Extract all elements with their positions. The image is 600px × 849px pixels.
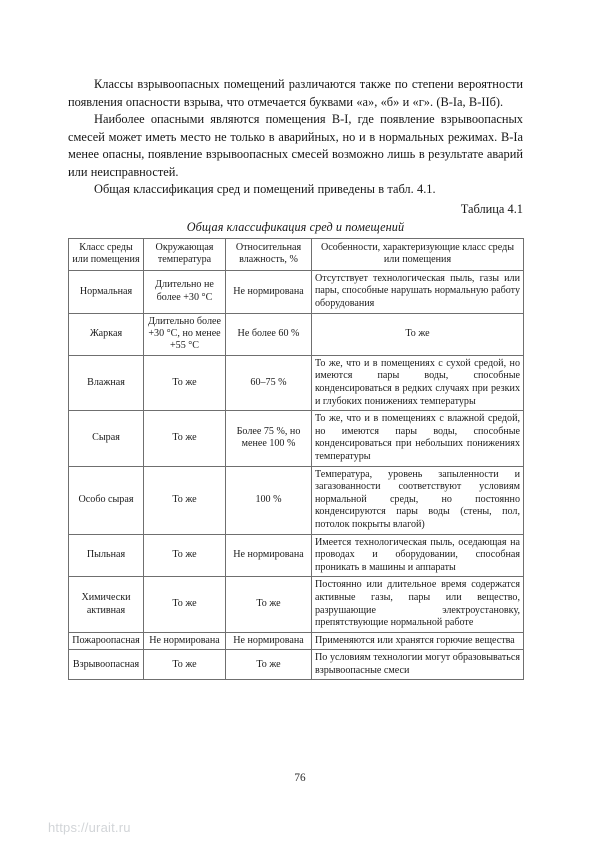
cell-humidity: 100 % [226, 466, 312, 534]
cell-temperature: То же [144, 466, 226, 534]
page-content [68, 76, 523, 680]
cell-temperature: Длительно более +30 °С, но менее +55 °С [144, 313, 226, 355]
cell-description: То же [312, 313, 524, 355]
cell-temperature: То же [144, 534, 226, 577]
cell-humidity: То же [226, 650, 312, 680]
cell-temperature: То же [144, 355, 226, 410]
watermark-url: https://urait.ru [48, 820, 131, 835]
table-caption: Общая классификация сред и помещений [186, 220, 405, 234]
page-number: 76 [294, 772, 306, 784]
cell-temperature: То же [144, 411, 226, 466]
table-row [69, 466, 524, 534]
cell-temperature: То же [144, 650, 226, 680]
cell-description: То же, что и в помещениях с влажной средой, но имеются пары воды, способные конденсироваться при небольших понижениях температуры [312, 411, 524, 466]
cell-humidity: То же [226, 577, 312, 632]
cell-class: Взрывоопасная [69, 650, 144, 680]
table-row [69, 355, 524, 410]
cell-description: То же, что и в помещениях с сухой средой, но имеются пары воды, способные конденсироваться в редких случаях при резких и глубоких понижениях температуры [312, 355, 524, 410]
classification-table [68, 238, 524, 680]
cell-humidity: Не нормирована [226, 534, 312, 577]
table-number-label: Таблица 4.1 [460, 201, 523, 216]
column-header-temperature: Окружающая температура [144, 239, 226, 271]
table-row [69, 411, 524, 466]
cell-humidity: Не нормирована [226, 270, 312, 313]
cell-class: Нормальная [69, 270, 144, 313]
cell-description: Отсутствует технологическая пыль, газы или пары, способные нарушать нормальную работу оборудования [312, 270, 524, 313]
column-header-class: Класс среды или помещения [69, 239, 144, 271]
cell-temperature: То же [144, 577, 226, 632]
column-header-humidity: Относительная влажность, % [226, 239, 312, 271]
cell-class: Пыльная [69, 534, 144, 577]
cell-class: Жаркая [69, 313, 144, 355]
cell-humidity: Более 75 %, но менее 100 % [226, 411, 312, 466]
cell-humidity: Не нормирована [226, 632, 312, 650]
cell-class: Особо сырая [69, 466, 144, 534]
cell-class: Пожароопасная [69, 632, 144, 650]
table-head [69, 239, 524, 271]
cell-temperature: Не нормирована [144, 632, 226, 650]
paragraph-2: Наиболее опасными являются помещения В-I, где появление взрывоопасных смесей может иметь место не только в аварийных, но и в нормальных режимах. В-Iа менее опасны, появление взрывоопасных смесей возможно лишь в результате аварий или неисправностей. [68, 112, 523, 179]
column-header-features: Особенности, характеризующие класс среды или помещения [312, 239, 524, 271]
table-row [69, 270, 524, 313]
cell-description: Применяются или хранятся горючие вещества [312, 632, 524, 650]
cell-humidity: 60–75 % [226, 355, 312, 410]
table-row [69, 313, 524, 355]
paragraph-3: Общая классификация сред и помещений приведены в табл. 4.1. [94, 182, 436, 196]
cell-temperature: Длительно не более +30 °С [144, 270, 226, 313]
cell-description: По условиям технологии могут образовываться взрывоопасные смеси [312, 650, 524, 680]
table-row [69, 632, 524, 650]
table-row [69, 650, 524, 680]
table-header-row [69, 239, 524, 271]
cell-description: Имеется технологическая пыль, оседающая на проводах и оборудовании, способная проникать в машины и аппараты [312, 534, 524, 577]
table-row [69, 534, 524, 577]
paragraph-1: Классы взрывоопасных помещений различаются также по степени вероятности появления опасности взрыва, что отмечается буквами «а», «б» и «г». (В-Iа, В-IIб). [68, 77, 523, 109]
cell-description: Постоянно или длительное время содержатся активные газы, пары или вещество, разрушающие электроустановку, препятствующие нормальной работе [312, 577, 524, 632]
cell-description: Температура, уровень запыленности и загазованности соответствуют условиям нормальной среды, но постоянно конденсируются пары воды (стены, пол, потолок покрыты влагой) [312, 466, 524, 534]
cell-class: Химически активная [69, 577, 144, 632]
table-body [69, 270, 524, 680]
table-row [69, 577, 524, 632]
cell-humidity: Не более 60 % [226, 313, 312, 355]
cell-class: Влажная [69, 355, 144, 410]
cell-class: Сырая [69, 411, 144, 466]
